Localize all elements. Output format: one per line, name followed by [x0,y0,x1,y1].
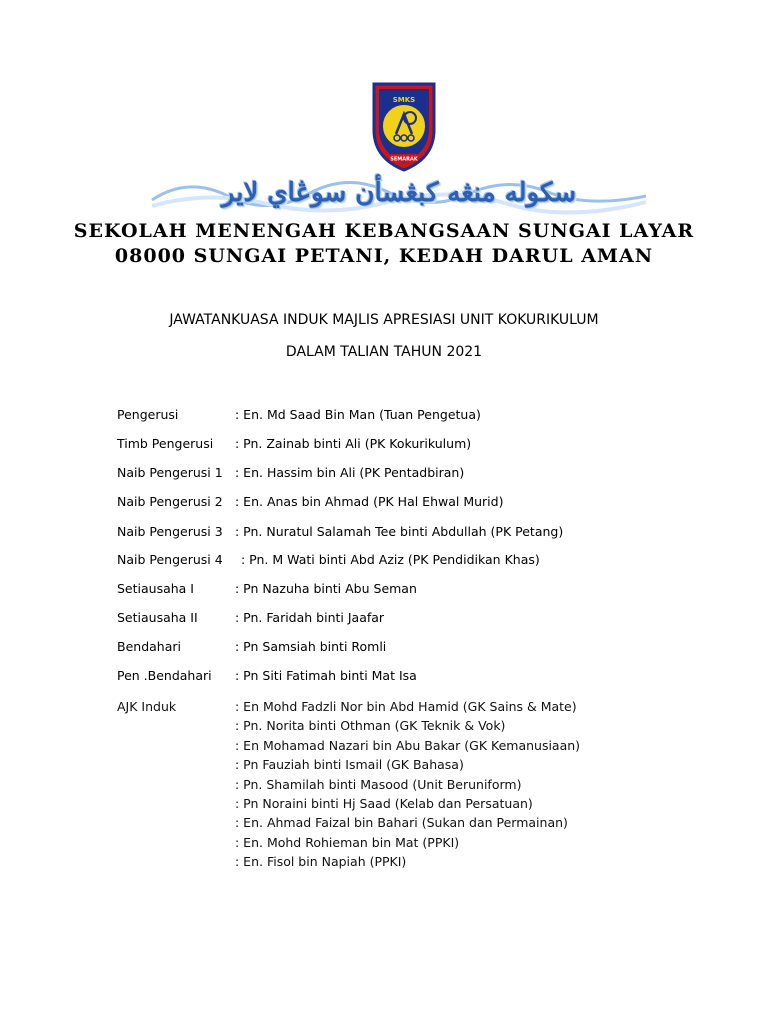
document-subtitle: DALAM TALIAN TAHUN 2021 [285,344,483,360]
committee-member: : Pn. Zainab binti Ali (PK Kokurikulum) [235,436,472,451]
committee-role: Pen .Bendahari [117,668,212,683]
school-crest-logo [370,80,438,172]
committee-member: : En. Anas bin Ahmad (PK Hal Ehwal Murid) [235,494,504,509]
committee-member: : Pn. M Wati binti Abd Aziz (PK Pendidikan Khas) [241,552,540,567]
ajk-member: : En. Ahmad Faizal bin Bahari (Sukan dan Permainan) [235,815,568,831]
committee-role: Setiausaha II [117,610,198,625]
ajk-role: AJK Induk [117,699,177,714]
ajk-member: : En. Fisol bin Napiah (PPKI) [235,854,407,870]
committee-member: : Pn Siti Fatimah binti Mat Isa [235,668,417,683]
committee-member: : Pn. Nuratul Salamah Tee binti Abdullah (PK Petang) [235,524,564,539]
committee-role: Setiausaha I [117,581,194,596]
ajk-member: : Pn Fauziah binti Ismail (GK Bahasa) [235,757,464,773]
committee-role: Bendahari [117,639,181,654]
crest-motto-text: SEMARAK [390,156,418,163]
ajk-member: : Pn. Norita binti Othman (GK Teknik & Vok) [235,718,506,734]
committee-member: : Pn Nazuha binti Abu Seman [235,581,417,596]
ajk-member: : En Mohd Fadzli Nor bin Abd Hamid (GK Sains & Mate) [235,699,577,714]
committee-member: : En. Md Saad Bin Man (Tuan Pengetua) [235,407,481,422]
ajk-member-list [235,697,580,872]
committee-role: Pengerusi [117,407,179,422]
committee-member: : Pn Samsiah binti Romli [235,639,387,654]
committee-member: : Pn. Faridah binti Jaafar [235,610,385,625]
committee-role: Naib Pengerusi 3 [117,524,223,539]
committee-member: : En. Hassim bin Ali (PK Pentadbiran) [235,465,465,480]
committee-role: Naib Pengerusi 4 [117,552,223,567]
school-address: 08000 SUNGAI PETANI, KEDAH DARUL AMAN [114,245,654,267]
ajk-member: : En. Mohd Rohieman bin Mat (PPKI) [235,834,460,850]
crest-top-text: SMKS [392,96,416,104]
ajk-member: : Pn Noraini binti Hj Saad (Kelab dan Persatuan) [235,795,533,811]
committee-role: Naib Pengerusi 2 [117,494,223,509]
ajk-member: : En Mohamad Nazari bin Abu Bakar (GK Kemanusiaan) [235,737,581,753]
document-title: JAWATANKUASA INDUK MAJLIS APRESIASI UNIT KOKURIKULUM [169,312,599,328]
ajk-member: : Pn. Shamilah binti Masood (Unit Beruniform) [235,776,522,792]
committee-role: Timb Pengerusi [117,436,214,451]
jawi-banner-text: سكوله منڠه كبڠسأن سوڠاي لاير [221,178,577,208]
school-name: SEKOLAH MENENGAH KEBANGSAAN SUNGAI LAYAR [73,220,695,242]
jawi-banner [148,170,650,216]
committee-role: Naib Pengerusi 1 [117,465,223,480]
